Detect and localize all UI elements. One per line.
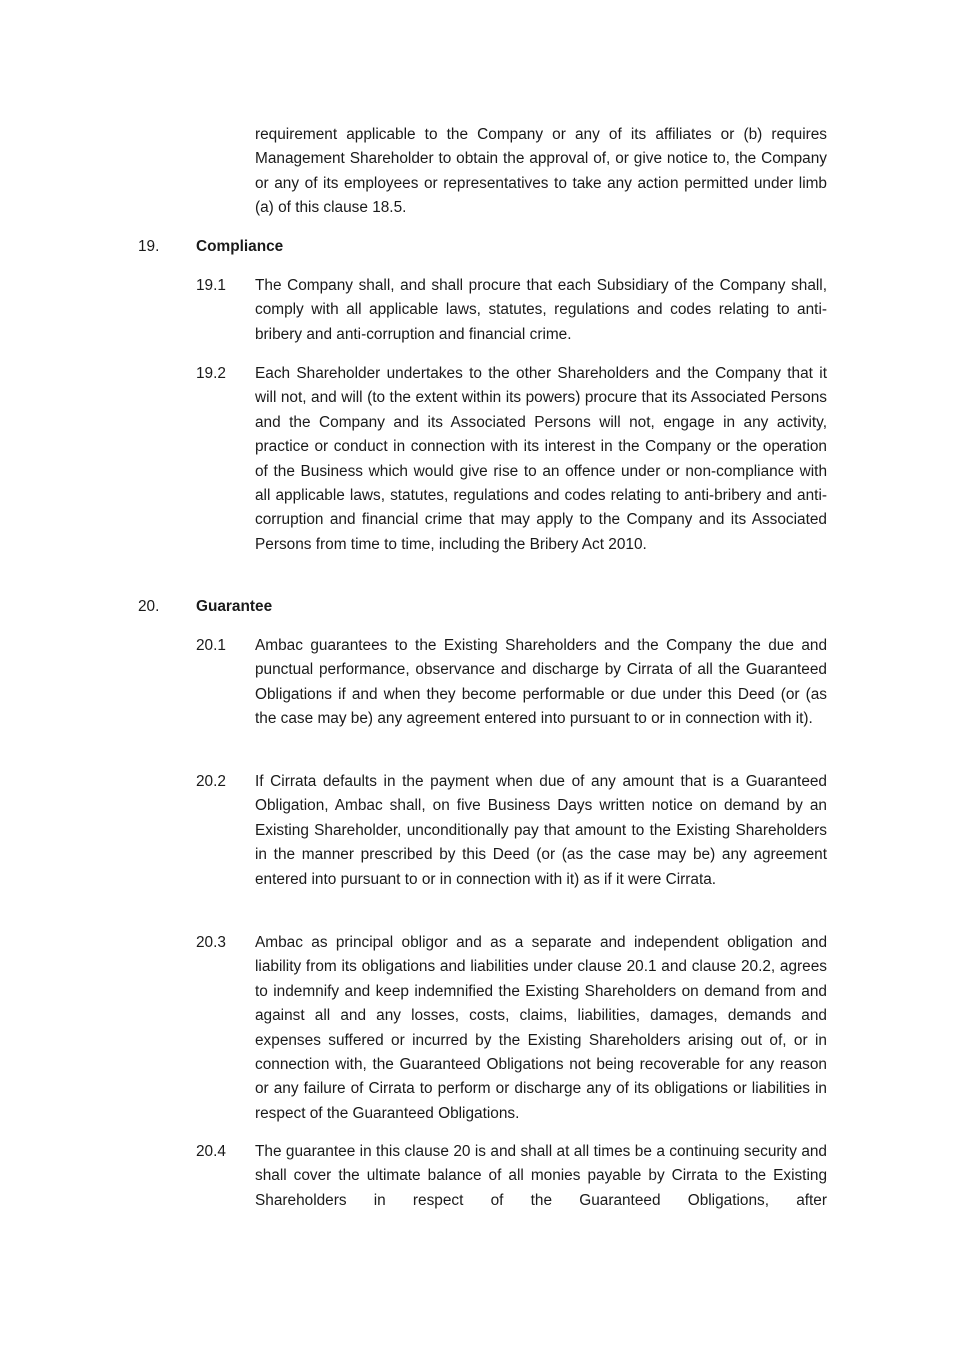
clause-19-1-number: 19.1 bbox=[196, 277, 226, 294]
clause-19-heading: Compliance bbox=[196, 238, 284, 255]
clause-20-1-text: Ambac guarantees to the Existing Shareholders and the Company the due and punctual performance, observance and discharge by Cirrata of all the Guaranteed Obligations if and when they become performable or due under this Deed (or (as the case may be) any agreement entered into pursuant to or in connection with it). bbox=[255, 637, 827, 728]
clause-20-3-number: 20.3 bbox=[196, 934, 226, 951]
clause-19-2-number: 19.2 bbox=[196, 365, 226, 382]
clause-19-2-text: Each Shareholder undertakes to the other Shareholders and the Company that it will not, and will (to the extent within its powers) procure that its Associated Persons and the Company and its Associated Persons will not, engage in any activity, practice or conduct in connection with its interest in the Company or the operation of the Business which would give rise to an offence under or non-compliance with all applicable laws, statutes, regulations and codes relating to anti-bribery and anti-corruption and financial crime that may apply to the Company and its Associated Persons from time to time, including the Bribery Act 2010. bbox=[255, 365, 827, 553]
clause-20-2-text: If Cirrata defaults in the payment when due of any amount that is a Guaranteed Obligation, Ambac shall, on five Business Days written notice on demand by an Existing Shareholder, unconditionally pay that amount to the Existing Shareholders in the manner prescribed by this Deed (or (as the case may be) any agreement entered into pursuant to or in connection with it) as if it were Cirrata. bbox=[255, 773, 827, 888]
clause-20-4-text: The guarantee in this clause 20 is and shall at all times be a continuing security and shall cover the ultimate balance of all monies payable by Cirrata to the Existing Shareholders in respect of the Guaranteed Obligations, after bbox=[255, 1143, 827, 1209]
clause-20-4-number: 20.4 bbox=[196, 1143, 226, 1160]
clause-19-1-text: The Company shall, and shall procure that each Subsidiary of the Company shall, comply with all applicable laws, statutes, regulations and codes relating to anti-bribery and anti-corruption and financial crime. bbox=[255, 277, 827, 343]
clause-19-number: 19. bbox=[138, 238, 160, 255]
clause-20-3-text: Ambac as principal obligor and as a separate and independent obligation and liability from its obligations and liabilities under clause 20.1 and clause 20.2, agrees to indemnify and keep indemnified the Existing Shareholders on demand from and against all and any losses, costs, claims, liabilities, damages, demands and expenses suffered or incurred by the Existing Shareholders arising out of, or in connection with, the Guaranteed Obligations not being recoverable for any reason or any failure of Cirrata to perform or discharge any of its obligations or liabilities in respect of the Guaranteed Obligations. bbox=[255, 934, 827, 1122]
clause-20-1-number: 20.1 bbox=[196, 637, 226, 654]
clause-20-number: 20. bbox=[138, 598, 160, 615]
clause-20-2-number: 20.2 bbox=[196, 773, 226, 790]
clause-20-heading: Guarantee bbox=[196, 598, 273, 615]
clause-18-5-continuation: requirement applicable to the Company or any of its affiliates or (b) requires Management Shareholder to obtain the approval of, or give notice to, the Company or any of its employees or representatives to take any action permitted under limb (a) of this clause 18.5. bbox=[255, 126, 827, 217]
